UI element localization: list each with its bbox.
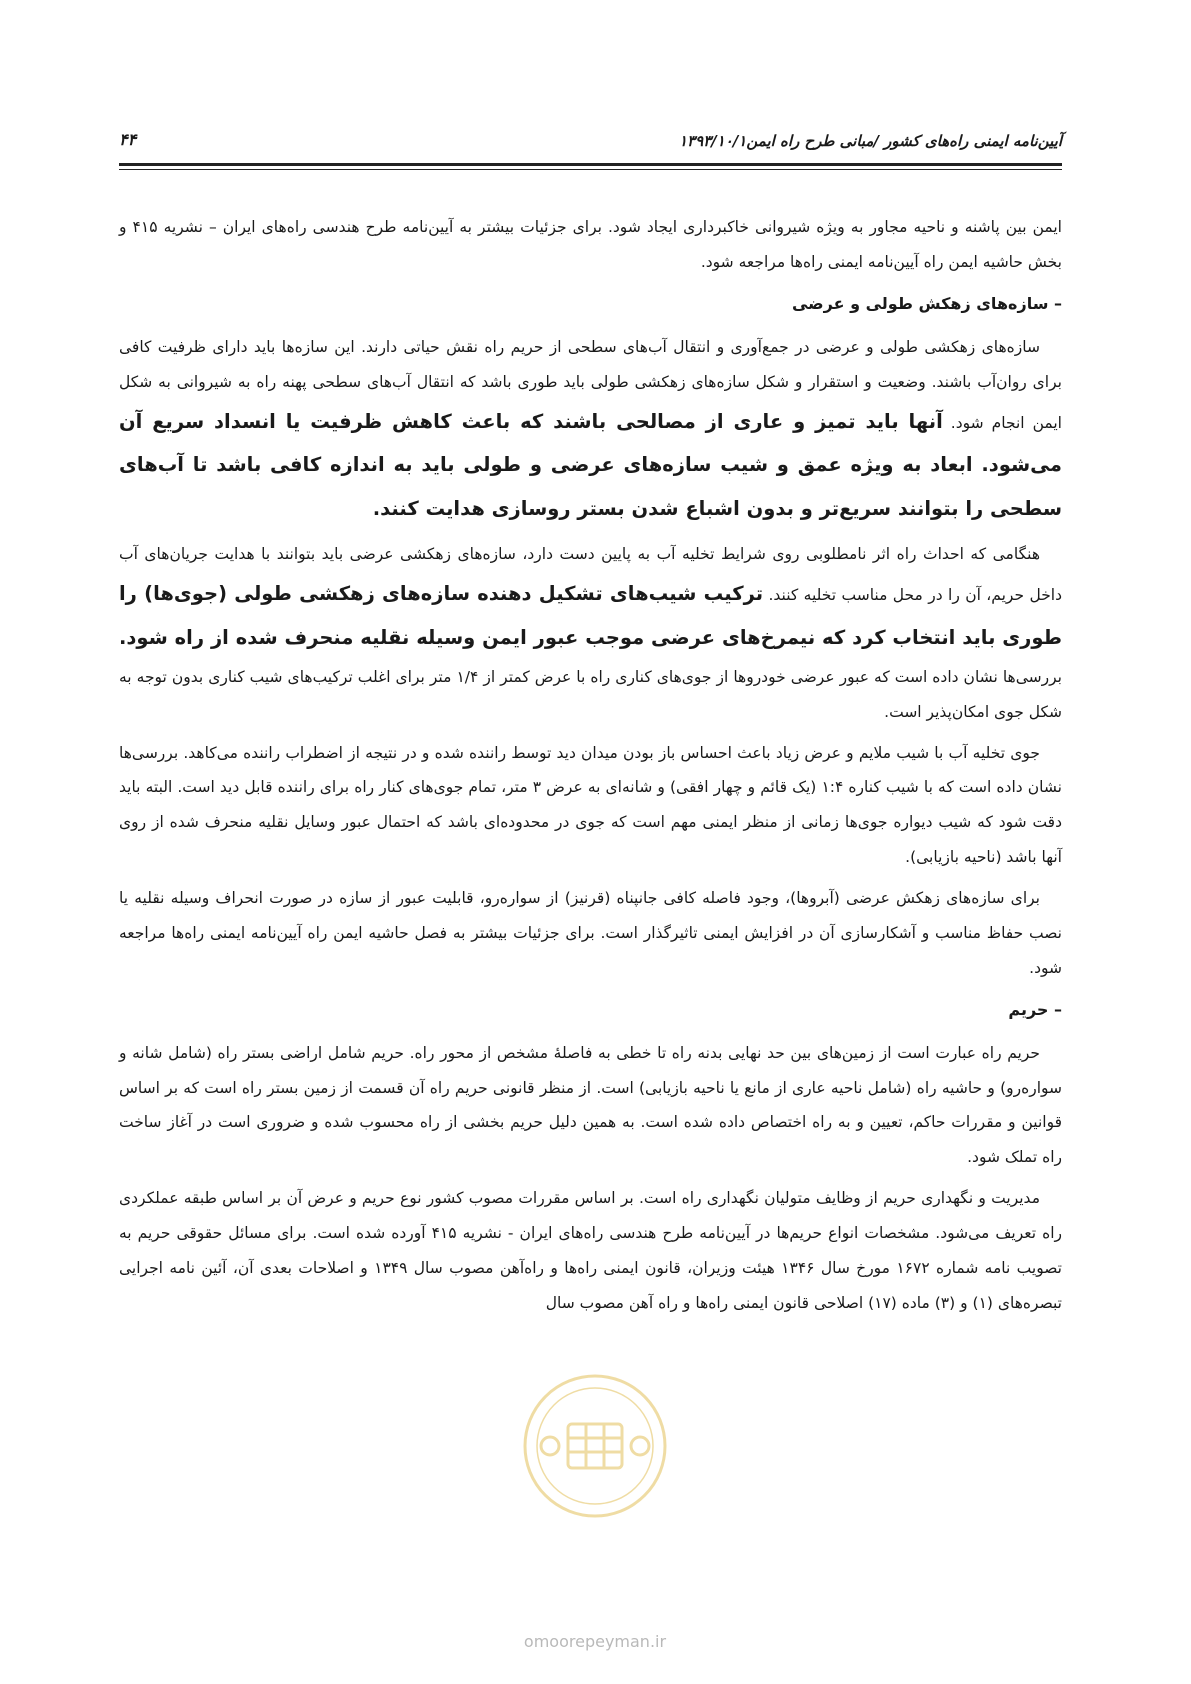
watermark-seal-icon <box>500 1366 690 1526</box>
document-body <box>119 210 1062 1327</box>
paragraph: حریم راه عبارت است از زمین‌های بین حد نهایی بدنه راه تا خطی به فاصلهٔ مشخص از محور راه. حریم شامل اراضی بستر راه (شامل شانه و سواره‌رو) و حاشیه راه (شامل ناحیه عاری از مانع یا ناحیه بازیابی) است. از منظر قانونی حریم راه آن قسمت از زمین بستر راه است که بر اساس قوانین و مقررات حاکم، تعیین و به راه اختصاص داده شده است. به همین دلیل حریم بخشی از راه محسوب شده و ضروری است در آغاز ساخت راه تملک شود. <box>119 1043 1062 1167</box>
paragraph-text: سازه‌های زهکشی طولی و عرضی در جمع‌آوری و انتقال آب‌های سطحی از حریم راه نقش حیاتی دارند. این سازه‌ها باید دارای ظرفیت کافی برای روان‌آب باشند. وضعیت و استقرار و شکل سازه‌های زهکشی طولی باید طوری باشد که انتقال آب‌های سطحی پهنه راه به شیروانی به شکل ایمن انجام شود. <box>119 337 1062 432</box>
paragraph-text: بررسی‌ها نشان داده است که عبور عرضی خودروها از جوی‌های کناری راه با عرض کمتر از ۱/۴ متر برای اغلب ترکیب‌های شیب کناری بدون توجه به شکل جوی امکان‌پذیر است. <box>119 667 1062 721</box>
paragraph: جوی تخلیه آب با شیب ملایم و عرض زیاد باعث احساس باز بودن میدان دید توسط راننده شده و در نتیجه از اضطراب راننده می‌کاهد. بررسی‌ها نشان داده است که با شیب کناره ۱:۴ (یک قائم و چهار افقی) و شانه‌ای به عرض ۳ متر، تمام جوی‌های کنار راه برای راننده قابل دید است. البته باید دقت شود که شیب دیواره جوی‌ها زمانی از منظر ایمنی مهم است که جوی در محدوده‌ای باشد که احتمال عبور وسایل نقلیه منحرف شده از روی آنها باشد (ناحیه بازیابی). <box>119 743 1062 867</box>
page-header <box>119 128 1062 158</box>
header-title: آیین‌نامه ایمنی راه‌های کشور /مبانی طرح راه ایمن <box>746 132 1062 150</box>
paragraph-emphasis: ترکیب شیب‌های تشکیل دهنده سازه‌های زهکشی طولی (جوی‌ها) را طوری باید انتخاب کرد که نیمرخ‌های عرضی موجب عبور ایمن وسیله نقلیه منحرف شده از راه شود. <box>119 582 1062 649</box>
paragraph-emphasis: آنها باید تمیز و عاری از مصالحی باشند که باعث کاهش ظرفیت یا انسداد سریع آن می‌شود. ابعاد به ویژه عمق و شیب سازه‌های عرضی و طولی باید به اندازه کافی باشد تا آب‌های سطحی را بتوانند سریع‌تر و بدون اشباع شدن بستر روسازی هدایت کنند. <box>119 409 1062 521</box>
paragraph: مدیریت و نگهداری حریم از وظایف متولیان نگهداری راه است. بر اساس مقررات مصوب کشور نوع حریم و عرض آن بر اساس طبقه عملکردی راه تعریف می‌شود. مشخصات انواع حریم‌ها در آیین‌نامه طرح هندسی راه‌های ایران - نشریه ۴۱۵ آورده شده است. برای مسائل حقوقی حریم به تصویب نامه شماره ۱۶۷۲ مورخ سال ۱۳۴۶ هیئت وزیران، قانون ایمنی راه‌ها و راه‌آهن مصوب سال ۱۳۴۹ و اصلاحات بعدی آن، آئین نامه اجرایی تبصره‌های (۱) و (۳) ماده (۱۷) اصلاحی قانون ایمنی راه‌ها و راه آهن مصوب سال <box>119 1189 1062 1312</box>
section-heading-drainage: – سازه‌های زهکش طولی و عرضی <box>791 293 1062 313</box>
header-rule-thick <box>119 163 1062 166</box>
header-rule-thin <box>119 169 1062 170</box>
paragraph: ایمن بین پاشنه و ناحیه مجاور به ویژه شیروانی خاکبرداری ایجاد شود. برای جزئیات بیشتر به آیین‌نامه طرح هندسی راه‌های ایران – نشریه ۴۱۵ و بخش حاشیه ایمن راه آیین‌نامه ایمنی راه‌ها مراجعه شود. <box>119 218 1062 271</box>
paragraph <box>119 330 1062 531</box>
header-date: ۱۳۹۳/۱۰/۱ <box>679 132 747 150</box>
paragraph <box>119 537 1062 729</box>
paragraph: برای سازه‌های زهکش عرضی (آبروها)، وجود فاصله کافی جانپناه (قرنیز) از سواره‌رو، قابلیت عبور از سازه در صورت انحراف وسیله نقلیه یا نصب حفاظ مناسب و آشکارسازی آن در افزایش ایمنی تاثیرگذار است. برای جزئیات بیشتر به فصل حاشیه ایمن راه آیین‌نامه ایمنی راه‌ها مراجعه شود. <box>119 889 1062 977</box>
watermark-site-text: omoorepeyman.ir <box>523 1632 667 1651</box>
section-heading-right-of-way: – حریم <box>1008 999 1062 1019</box>
paragraph-text: هنگامی که احداث راه اثر نامطلوبی روی شرایط تخلیه آب به پایین دست دارد، سازه‌های زهکشی عرضی باید بتوانند با هدایت جریان‌های آب داخل حریم، آن را در محل مناسب تخلیه کنند. <box>119 545 1062 604</box>
page-number: ۴۴ <box>119 130 137 149</box>
